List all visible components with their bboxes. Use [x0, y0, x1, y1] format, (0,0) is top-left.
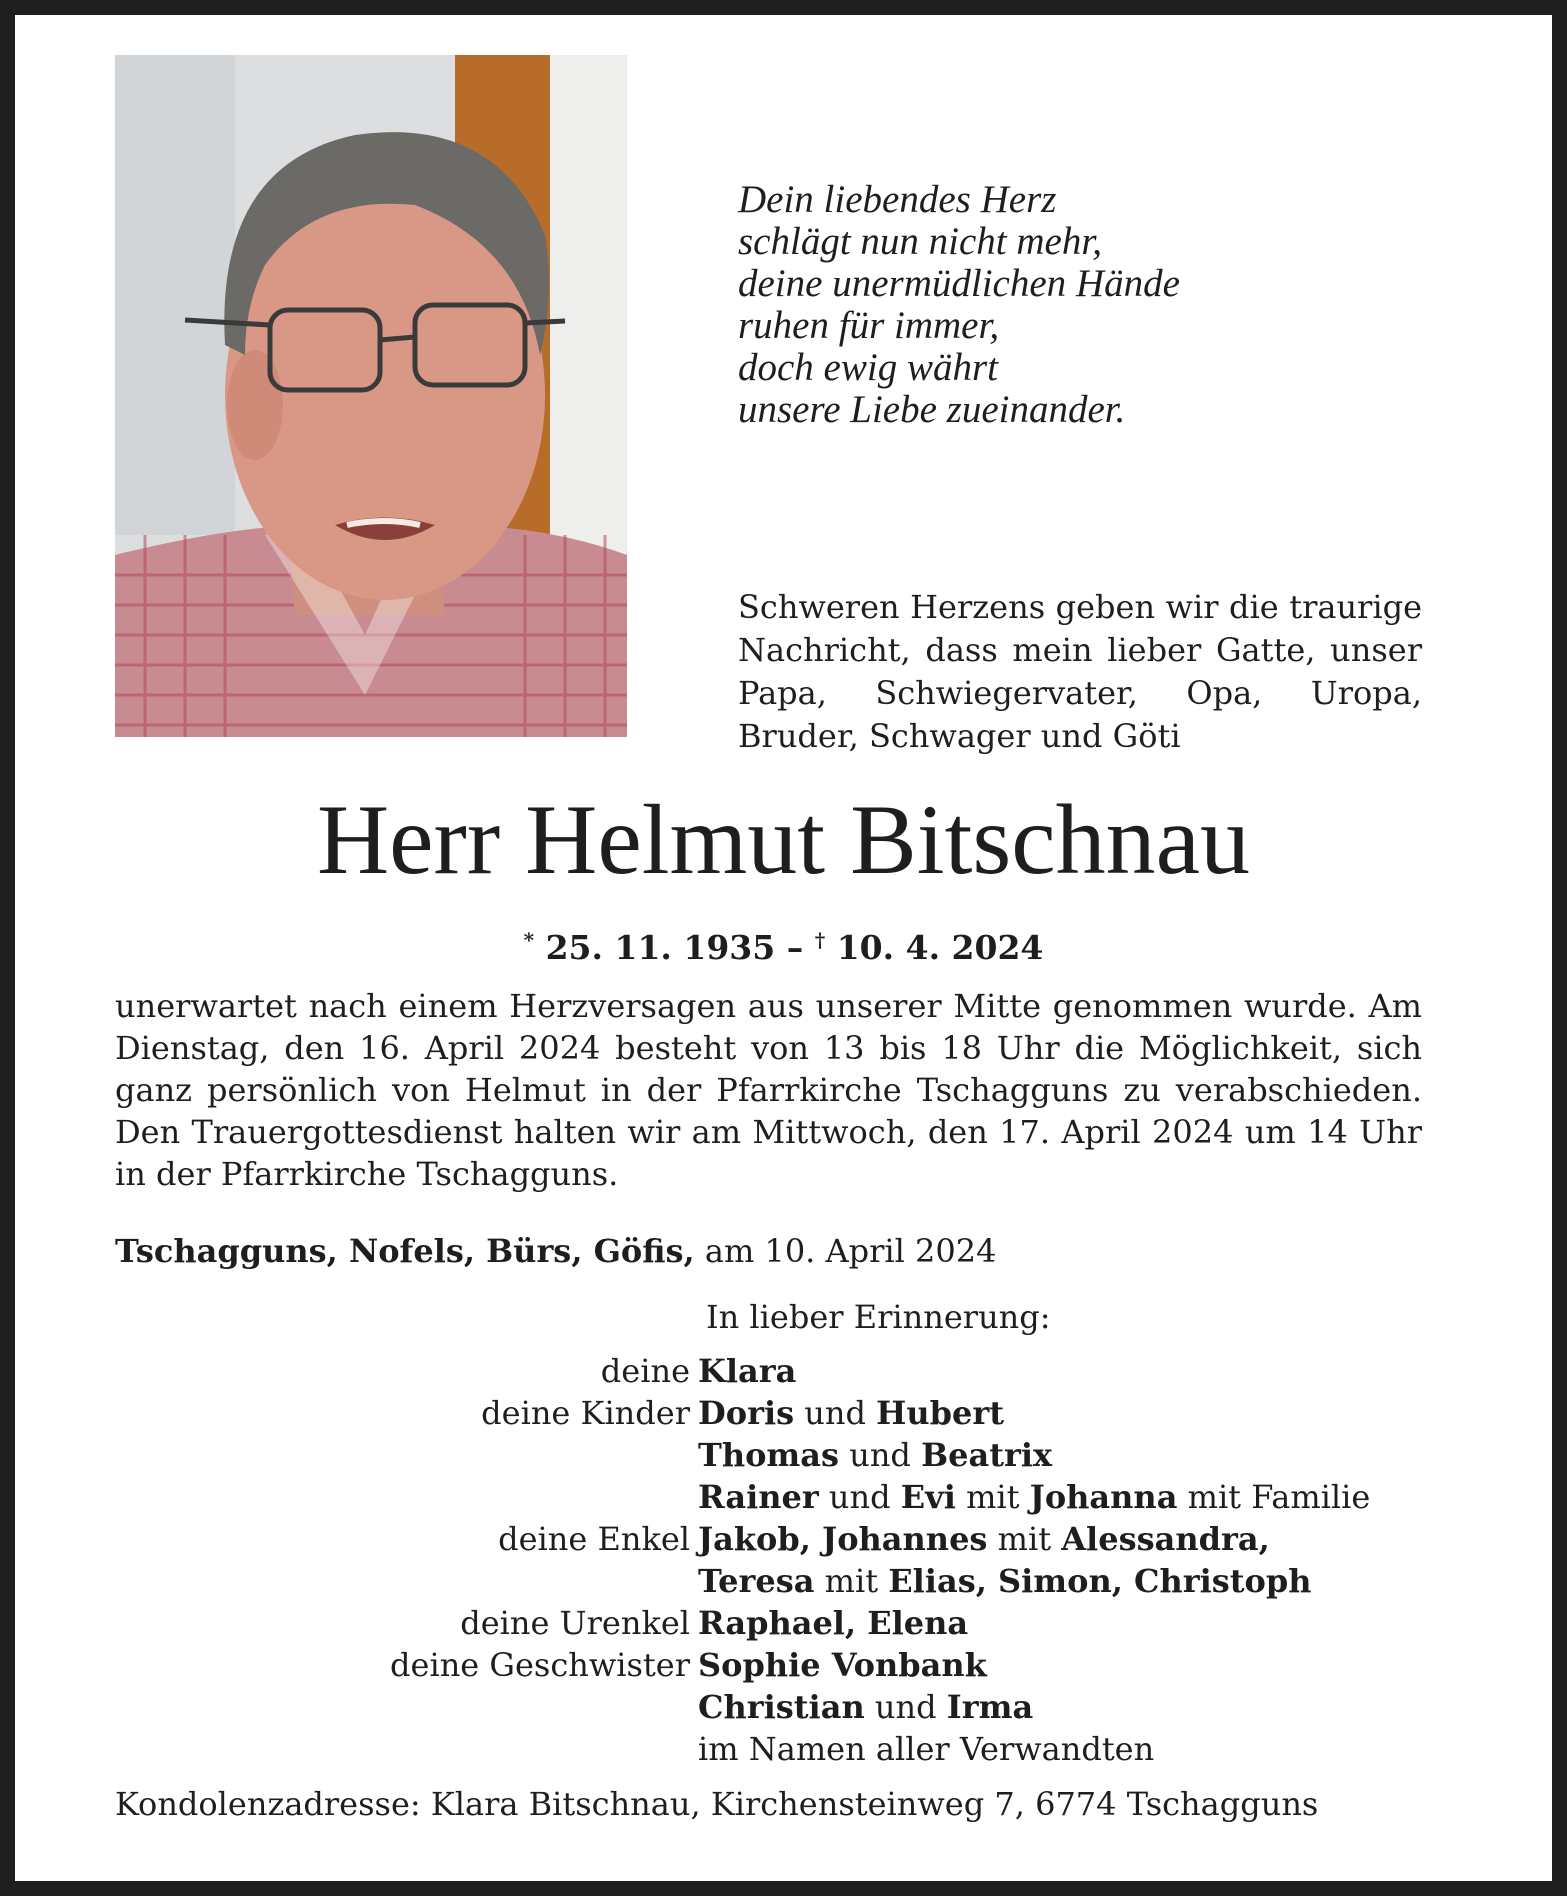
portrait-photo — [115, 55, 627, 737]
name: Jakob, Johannes — [698, 1520, 988, 1558]
connector: und — [804, 1394, 866, 1432]
place-date-line — [115, 1230, 1422, 1272]
name: Teresa — [698, 1562, 815, 1600]
relation-label: deine Geschwister — [390, 1646, 690, 1684]
mourner-names — [698, 1686, 1033, 1728]
connector: mit Familie — [1187, 1478, 1371, 1516]
relation-label — [0, 1476, 698, 1518]
poem-line: ruhen für immer, — [738, 304, 1000, 347]
mourner-names — [698, 1644, 987, 1686]
mourner-row — [0, 1728, 1567, 1770]
connector: und — [874, 1688, 937, 1726]
deceased-name: Herr Helmut Bitschnau — [316, 784, 1251, 895]
mourner-names — [698, 1560, 1312, 1602]
mourner-row — [0, 1686, 1567, 1728]
name: Christian — [698, 1688, 865, 1726]
mourner-row — [0, 1644, 1567, 1686]
mourner-names — [698, 1602, 968, 1644]
connector: und — [828, 1478, 891, 1516]
announcement-text: unerwartet nach einem Herzversagen aus unserer Mitte genommen wurde. Am Dienstag, den 16. April 2024 besteht von 13 bis 18 Uhr die Möglichkeit, sich ganz persönlich von Helmut in der Pfarrkirche Tschagguns zu verabschieden. Den Trauergottesdienst halten wir am Mittwoch, den 17. April 2024 um 14 Uhr in der Pfarrkirche Tschagguns. — [115, 987, 1422, 1193]
mourner-row — [0, 1602, 1567, 1644]
mourner-names — [698, 1392, 1004, 1434]
mourner-row — [0, 1560, 1567, 1602]
poem-line: unsere Liebe zueinander. — [738, 388, 1126, 431]
name: Hubert — [876, 1394, 1005, 1432]
mourner-names — [698, 1434, 1052, 1476]
poem-line: Dein liebendes Herz — [738, 178, 1057, 221]
mourner-names — [698, 1518, 1270, 1560]
relation-label: deine — [600, 1352, 690, 1390]
name: Klara — [698, 1352, 797, 1390]
name: Irma — [946, 1688, 1034, 1726]
memory-heading: In lieber Erinnerung: — [706, 1298, 1051, 1336]
connector: mit — [966, 1478, 1020, 1516]
name: Johanna — [1029, 1478, 1178, 1516]
mourner-row — [0, 1434, 1567, 1476]
condolence-address: Kondolenzadresse: Klara Bitschnau, Kirchensteinweg 7, 6774 Tschagguns — [115, 1785, 1319, 1823]
relation-label: deine Enkel — [498, 1520, 690, 1558]
mourner-row — [0, 1476, 1567, 1518]
relation-label: deine Kinder — [481, 1394, 690, 1432]
intro-text: Schweren Herzens geben wir die traurige Nachricht, dass mein lieber Gatte, unser Papa, Schwiegervater, Opa, Uropa, Bruder, Schwager und Göti — [738, 588, 1422, 755]
name: Sophie Vonbank — [698, 1646, 987, 1684]
poem — [738, 179, 1378, 431]
relation-label — [0, 1434, 698, 1476]
connector: mit — [997, 1520, 1052, 1558]
locations: Tschagguns, Nofels, Bürs, Göfis, — [115, 1232, 695, 1270]
name: Elias, Simon, Christoph — [888, 1562, 1312, 1600]
name: Alessandra, — [1061, 1520, 1270, 1558]
announcement-date: am 10. April 2024 — [704, 1232, 997, 1270]
mourners-list — [0, 1350, 1567, 1770]
name: Raphael, Elena — [698, 1604, 969, 1642]
connector: mit — [824, 1562, 879, 1600]
date-separator: – — [786, 928, 804, 967]
life-dates — [0, 920, 1567, 968]
mourner-row — [0, 1350, 1567, 1392]
name: Rainer — [698, 1478, 819, 1516]
birth-symbol: * — [523, 928, 535, 952]
mourner-names — [698, 1476, 1370, 1518]
poem-line: doch ewig währt — [738, 346, 998, 389]
relation-label — [0, 1686, 698, 1728]
mourner-row — [0, 1392, 1567, 1434]
name: Beatrix — [921, 1436, 1053, 1474]
closing-line: im Namen aller Verwandten — [698, 1730, 1155, 1768]
relation-label — [0, 1728, 698, 1770]
poem-line: deine unermüdlichen Hände — [738, 262, 1180, 305]
name: Evi — [900, 1478, 956, 1516]
birth-date: 25. 11. 1935 — [545, 928, 776, 967]
mourner-names — [698, 1350, 796, 1392]
name: Thomas — [698, 1436, 840, 1474]
relation-label: deine Urenkel — [460, 1604, 690, 1642]
connector: und — [849, 1436, 911, 1474]
death-date: 10. 4. 2024 — [836, 928, 1044, 967]
name: Doris — [698, 1394, 795, 1432]
death-symbol: † — [814, 928, 826, 952]
relation-label — [0, 1560, 698, 1602]
mourner-row — [0, 1518, 1567, 1560]
poem-line: schlägt nun nicht mehr, — [738, 220, 1102, 263]
